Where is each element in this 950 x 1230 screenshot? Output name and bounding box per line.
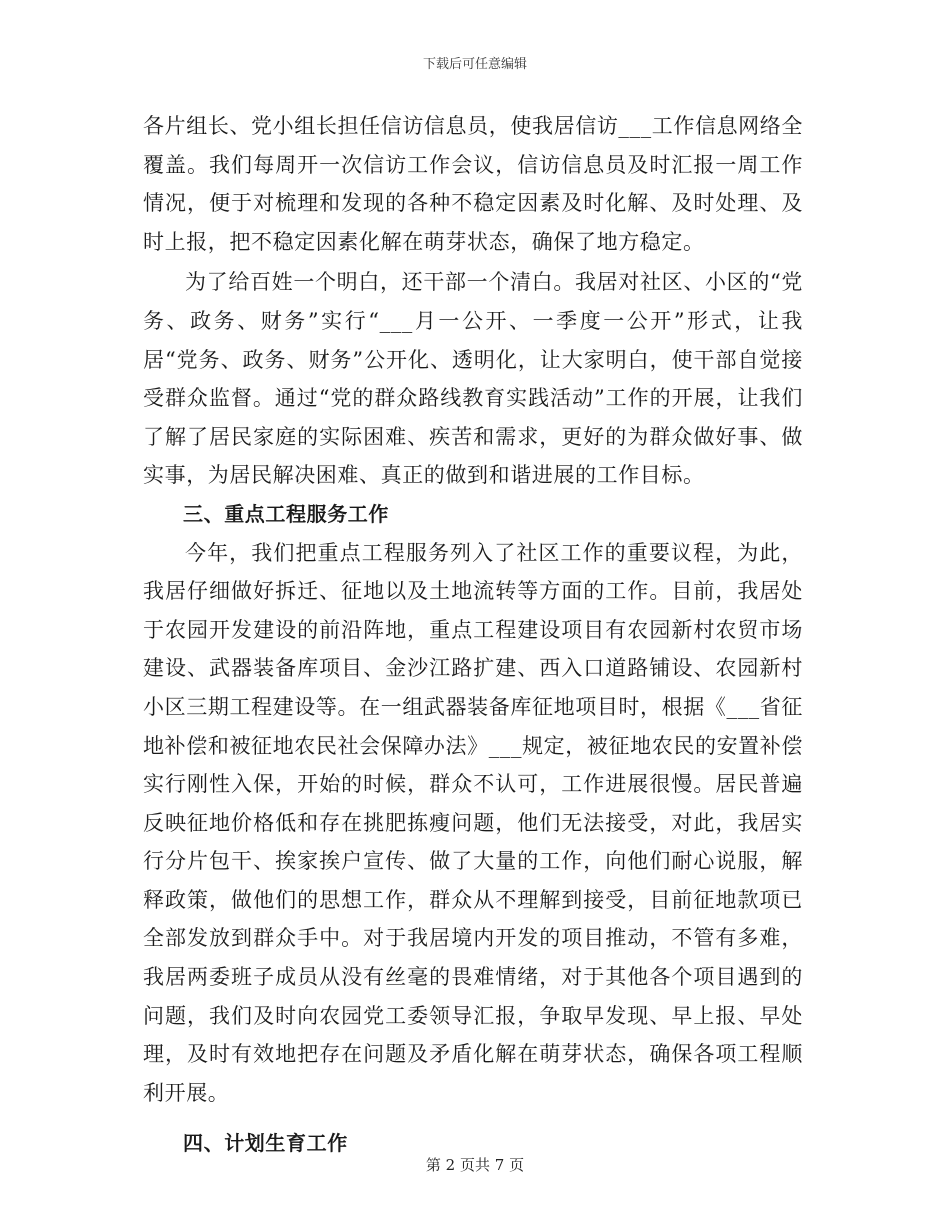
page-header: 下载后可任意编辑 xyxy=(422,57,527,72)
section-heading-key-projects: 三、重点工程服务工作 xyxy=(183,501,389,526)
paragraph-petition-network: 各片组长、党小组长担任信访信息员，使我居信访___工作信息网络全覆盖。我们每周开一次信访工作会议，信访信息员及时汇报一周工作情况，便于对梳理和发现的各种不稳定因素及时化解、及时处理、及时上报，把不稳定因素化解在萌芽状态，确保了地方稳定。 xyxy=(143,114,803,254)
paragraph-transparency: 为了给百姓一个明白，还干部一个清白。我居对社区、小区的“党务、政务、财务”实行“___月一公开、一季度一公开”形式，让我居“党务、政务、财务”公开化、透明化，让大家明白，使干部自觉接受群众监督。通过“党的群众路线教育实践活动”工作的开展，让我们了解了居民家庭的实际困难、疾苦和需求，更好的为群众做好事、做实事，为居民解决困难、真正的做到和谐进展的工作目标。 xyxy=(143,270,803,488)
page-number-footer: 第 2 页共 7 页 xyxy=(425,1156,525,1174)
section-heading-family-planning: 四、计划生育工作 xyxy=(183,1131,348,1156)
paragraph-key-projects: 今年，我们把重点工程服务列入了社区工作的重要议程，为此，我居仔细做好拆迁、征地以及土地流转等方面的工作。目前，我居处于农园开发建设的前沿阵地，重点工程建设项目有农园新村农贸市场建设、武器装备库项目、金沙江路扩建、西入口道路铺设、农园新村小区三期工程建设等。在一组武器装备库征地项目时，根据《___省征地补偿和被征地农民社会保障办法》___规定，被征地农民的安置补偿实行刚性入保，开始的时候，群众不认可，工作进展很慢。居民普遍反映征地价格低和存在挑肥拣瘦问题，他们无法接受，对此，我居实行分片包干、挨家挨户宣传、做了大量的工作，向他们耐心说服，解释政策，做他们的思想工作，群众从不理解到接受，目前征地款项已全部发放到群众手中。对于我居境内开发的项目推动，不管有多难，我居两委班子成员从没有丝毫的畏难情绪，对于其他各个项目遇到的问题，我们及时向农园党工委领导汇报，争取早发现、早上报、早处理，及时有效地把存在问题及矛盾化解在萌芽状态，确保各项工程顺利开展。 xyxy=(143,540,803,1105)
document-body xyxy=(143,107,803,1163)
